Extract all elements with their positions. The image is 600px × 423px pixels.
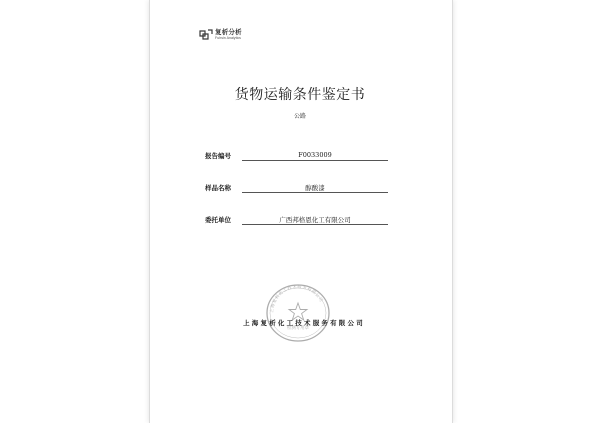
document-title: 货物运输条件鉴定书 — [234, 87, 366, 103]
logo-text — [215, 29, 242, 40]
client-value: 广西邦格恩化工有限公司 — [279, 216, 351, 224]
seal-center-text: 检测专用章 — [287, 326, 309, 331]
seal-star-icon — [289, 303, 307, 320]
logo-name-en: Fuhsin Analytics — [215, 35, 241, 40]
logo-name-cn: 复析分析 — [215, 28, 242, 36]
fuxi-logo-icon — [199, 29, 213, 40]
report-number-value: F0033009 — [298, 151, 332, 159]
sample-name-underline — [242, 192, 388, 193]
client-underline — [242, 224, 388, 225]
company-logo — [199, 29, 242, 40]
client-label: 委托单位 — [205, 216, 231, 224]
document-subtitle: 公路 — [293, 113, 306, 120]
official-seal-stamp — [263, 282, 333, 344]
sample-name-label: 样品名称 — [205, 184, 231, 192]
sample-name-value: 醇酸漆 — [305, 184, 325, 192]
svg-text:上海复析化工技术服务有限公司: 上海复析化工技术服务有限公司 — [268, 283, 325, 314]
report-number-underline — [242, 160, 388, 161]
report-number-label: 报告编号 — [205, 152, 231, 160]
document-sheet — [149, 0, 453, 423]
issuing-company: 上海复析化工技术服务有限公司 — [243, 319, 365, 327]
